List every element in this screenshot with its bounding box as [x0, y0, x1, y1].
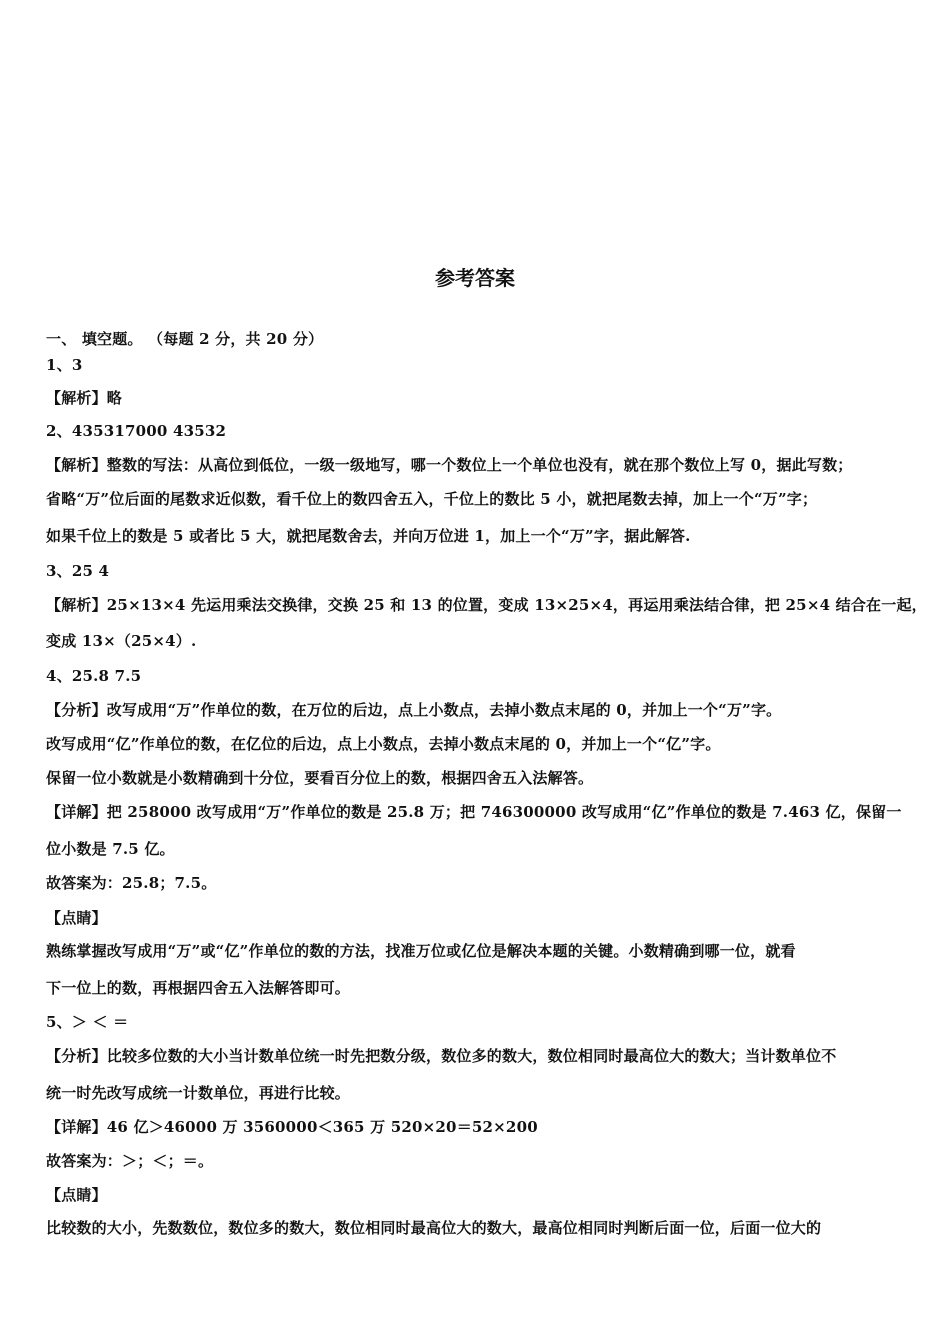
analysis-line: 改写成用“亿”作单位的数，在亿位的后边，点上小数点，去掉小数点末尾的 0，并加上一个“亿”字。 [46, 735, 721, 753]
analysis-line: 保留一位小数就是小数精确到十分位，要看百分位上的数，根据四舍五入法解答。 [46, 769, 594, 787]
comment-line: 下一位上的数，再根据四舍五入法解答即可。 [46, 979, 351, 997]
final-answer-line: 故答案为：25.8；7.5。 [46, 874, 217, 892]
comment-heading: 【点睛】 [46, 1186, 107, 1204]
comment-line: 熟练掌握改写成用“万”或“亿”作单位的数的方法，找准万位或亿位是解决本题的关键。小数精确到哪一位，就看 [46, 942, 796, 960]
analysis-line: 统一时先改写成统一计数单位，再进行比较。 [46, 1084, 351, 1102]
final-answer-line: 故答案为：＞；＜；＝。 [46, 1152, 214, 1170]
detail-line: 【详解】把 258000 改写成用“万”作单位的数是 25.8 万；把 746300000 改写成用“亿”作单位的数是 7.463 亿，保留一 [46, 803, 902, 821]
detail-line: 【详解】46 亿＞46000 万 3560000＜365 万 520×20＝52×200 [46, 1118, 538, 1136]
analysis-line: 【分析】改写成用“万”作单位的数，在万位的后边，点上小数点，去掉小数点末尾的 0，并加上一个“万”字。 [46, 701, 782, 719]
detail-line: 位小数是 7.5 亿。 [46, 840, 175, 858]
answer-line: 1、3 [46, 356, 83, 374]
answer-line: 2、435317000 43532 [46, 422, 227, 440]
explanation-line: 省略“万”位后面的尾数求近似数，看千位上的数四舍五入，千位上的数比 5 小，就把尾数去掉，加上一个“万”字； [46, 490, 818, 508]
page-title: 参考答案 [435, 266, 515, 290]
analysis-line: 【分析】比较多位数的大小当计数单位统一时先把数分级，数位多的数大，数位相同时最高位大的数大；当计数单位不 [46, 1047, 837, 1065]
explanation-line: 变成 13×（25×4）. [46, 632, 197, 650]
comment-line: 比较数的大小，先数数位，数位多的数大，数位相同时最高位大的数大，最高位相同时判断后面一位，后面一位大的 [46, 1219, 822, 1237]
answer-line: 3、25 4 [46, 562, 110, 580]
section-heading: 一、 填空题。 （每题 2 分，共 20 分） [46, 330, 324, 348]
explanation-line: 【解析】整数的写法：从高位到低位，一级一级地写，哪一个数位上一个单位也没有，就在那个数位上写 0，据此写数； [46, 456, 853, 474]
answer-line: 4、25.8 7.5 [46, 667, 142, 685]
explanation-line: 如果千位上的数是 5 或者比 5 大，就把尾数舍去，并向万位进 1，加上一个“万”字，据此解答. [46, 527, 691, 545]
comment-heading: 【点睛】 [46, 909, 107, 927]
explanation-line: 【解析】略 [46, 389, 123, 407]
answer-line: 5、＞ ＜ ＝ [46, 1013, 129, 1031]
explanation-line: 【解析】25×13×4 先运用乘法交换律，交换 25 和 13 的位置，变成 13×25×4，再运用乘法结合律，把 25×4 结合在一起， [46, 596, 927, 614]
